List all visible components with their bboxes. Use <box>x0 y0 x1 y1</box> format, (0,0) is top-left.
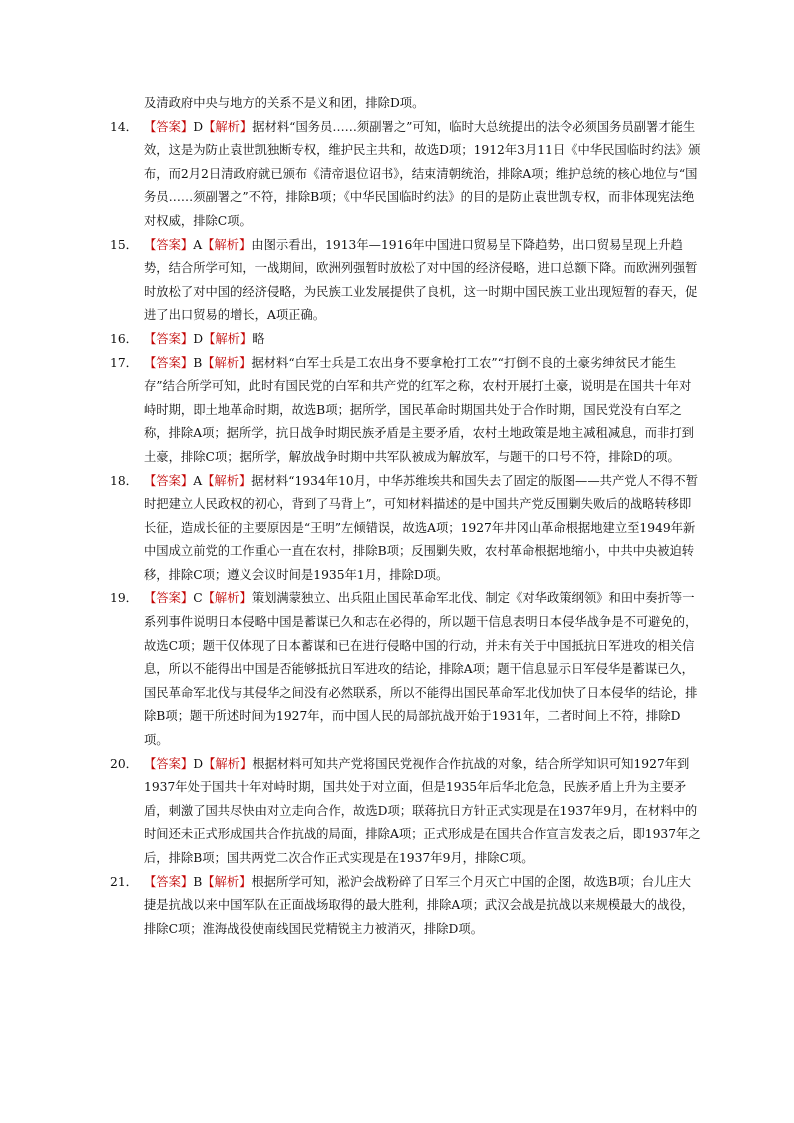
answer-label: 【答案】 <box>144 756 194 771</box>
analysis-label: 【解析】 <box>203 331 253 346</box>
item-body <box>144 234 702 328</box>
analysis-text: 据材料“白军士兵是工农出身不要拿枪打工农”“打倒不良的土豪劣绅贫民才能生存”结合所学可知，此时有国民党的白军和共产党的红军之称，农村开展打土豪，说明是在国共十年对峙时期，即土地革命时期，故选B项；据所学，国民革命时期国共处于合作时期，国民党没有白军之称，排除A项；据所学，抗日战争时期民族矛盾是主要矛盾，农村土地政策是地主减租减息，而非打到土豪，排除C项；据所学，解放战争时期中共军队被成为解放军，与题干的口号不符，排除D的项。 <box>144 355 694 464</box>
answer-item <box>110 234 702 328</box>
item-number: 15． <box>110 237 138 252</box>
analysis-label: 【解析】 <box>202 355 252 370</box>
analysis-text: 据材料“国务员……须副署之”可知，临时大总统提出的法令必须国务员副署才能生效，这是为防止袁世凯独断专权，维护民主共和，故选D项；1912年3月11日《中华民国临时约法》颁布，而2月2日清政府就已颁布《清帝退位诏书》，结束清朝统治，排除A项；维护总统的核心地位与“国务员……须副署之”不符，排除B项；《中华民国临时约法》的目的是防止袁世凯专权，而非体现宪法绝对权威，排除C项。 <box>144 119 701 228</box>
analysis-label: 【解析】 <box>203 119 253 134</box>
answer-item <box>110 753 702 871</box>
item-number: 17． <box>110 355 138 370</box>
answer-item <box>110 116 702 234</box>
analysis-label: 【解析】 <box>202 591 252 606</box>
answer-label: 【答案】 <box>144 473 194 488</box>
analysis-text: 根据所学可知，淞沪会战粉碎了日军三个月灭亡中国的企图，故选B项；台儿庄大捷是抗战以来中国军队在正面战场取得的最大胜利，排除A项；武汉会战是抗战以来规模最大的战役，排除C项；淮海战役使南线国民党精锐主力被消灭，排除D项。 <box>144 874 694 936</box>
analysis-text: 策划满蒙独立、出兵阻止国民革命军北伐、制定《对华政策纲领》和田中奏折等一系列事件说明日本侵略中国是蓄谋已久和志在必得的，所以题干信息表明日本侵华战争是不可避免的，故选C项；题干仅体现了日本蓄谋和已在进行侵略中国的行动，并未有关于中国抵抗日军进攻的相关信息，所以不能得出中国是否能够抵抗日军进攻的结论，排除A项；题干信息显示日军侵华是蓄谋已久，国民革命军北伐与其侵华之间没有必然联系，所以不能得出国民革命军北伐加快了日本侵华的结论，排除B项；题干所述时间为1927年，而中国人民的局部抗战开始于1931年，二者时间上不符，排除D项。 <box>144 591 698 748</box>
answer-item <box>110 871 702 942</box>
answer-letter: B <box>193 874 203 889</box>
item-number: 19． <box>110 591 138 606</box>
analysis-text: 根据材料可知共产党将国民党视作合作抗战的对象，结合所学知识可知1927年到1937年处于国共十年对峙时期，国共处于对立面，但是1935年后华北危急，民族矛盾上升为主要矛盾，刺激了国共尽快由对立走向合作，故选D项；联蒋抗日方针正式实现是在1937年9月，在材料中的时间还未正式形成国共合作抗战的局面，排除A项；正式形成是在国共合作宣言发表之后，即1937年之后，排除B项；国共两党二次合作正式实现是在1937年9月，排除C项。 <box>144 756 701 865</box>
item-body <box>144 587 702 752</box>
answer-letter: A <box>193 237 203 252</box>
analysis-label: 【解析】 <box>202 473 252 488</box>
answer-label: 【答案】 <box>144 331 194 346</box>
analysis-text: 据材料“1934年10月，中华苏维埃共和国失去了固定的版图——共产党人不得不暂时把建立人民政权的初心，背到了马背上”，可知材料描述的是中国共产党反围剿失败后的战略转移即长征，造成长征的主要原因是“王明”左倾错误，故选A项；1927年井冈山革命根据地建立至1949年新中国成立前党的工作重心一直在农村，排除B项；反围剿失败，农村革命根据地缩小，中共中央被迫转移，排除C项；遵义会议时间是1935年1月，排除D项。 <box>144 473 699 582</box>
answer-label: 【答案】 <box>144 237 194 252</box>
item-body <box>144 753 702 871</box>
answer-item <box>110 470 702 588</box>
analysis-label: 【解析】 <box>202 874 252 889</box>
answer-item <box>110 328 702 352</box>
answer-letter: D <box>193 331 204 346</box>
item-number: 14． <box>110 119 138 134</box>
item-list <box>110 116 702 942</box>
answer-letter: D <box>193 119 204 134</box>
answer-label: 【答案】 <box>144 119 194 134</box>
item-body <box>144 328 702 352</box>
answer-label: 【答案】 <box>144 874 194 889</box>
item-number: 21． <box>110 874 138 889</box>
analysis-label: 【解析】 <box>202 237 252 252</box>
answer-item <box>110 352 702 470</box>
analysis-text: 由图示看出，1913年—1916年中国进口贸易呈下降趋势，出口贸易呈现上升趋势，结合所学可知，一战期间，欧洲列强暂时放松了对中国的经济侵略，进口总额下降。而欧洲列强暂时放松了对中国的经济侵略，为民族工业发展提供了良机，这一时期中国民族工业出现短暂的春天，促进了出口贸易的增长，A项正确。 <box>144 237 698 323</box>
answer-letter: C <box>193 591 203 606</box>
answer-letter: D <box>193 756 204 771</box>
item-number: 18． <box>110 473 138 488</box>
answer-label: 【答案】 <box>144 591 194 606</box>
answer-item <box>110 587 702 752</box>
answer-letter: A <box>193 473 203 488</box>
item-number: 20． <box>110 756 138 771</box>
item-body <box>144 116 702 234</box>
analysis-text: 略 <box>252 331 265 346</box>
answer-analysis-section <box>110 92 702 941</box>
carryover-text: 及清政府中央与地方的关系不是义和团，排除D项。 <box>144 96 425 110</box>
answer-label: 【答案】 <box>144 355 194 370</box>
analysis-label: 【解析】 <box>203 756 253 771</box>
item-number: 16． <box>110 331 138 346</box>
item-body <box>144 470 702 588</box>
item-body <box>144 871 702 942</box>
answer-letter: B <box>193 355 203 370</box>
item-body <box>144 352 702 470</box>
